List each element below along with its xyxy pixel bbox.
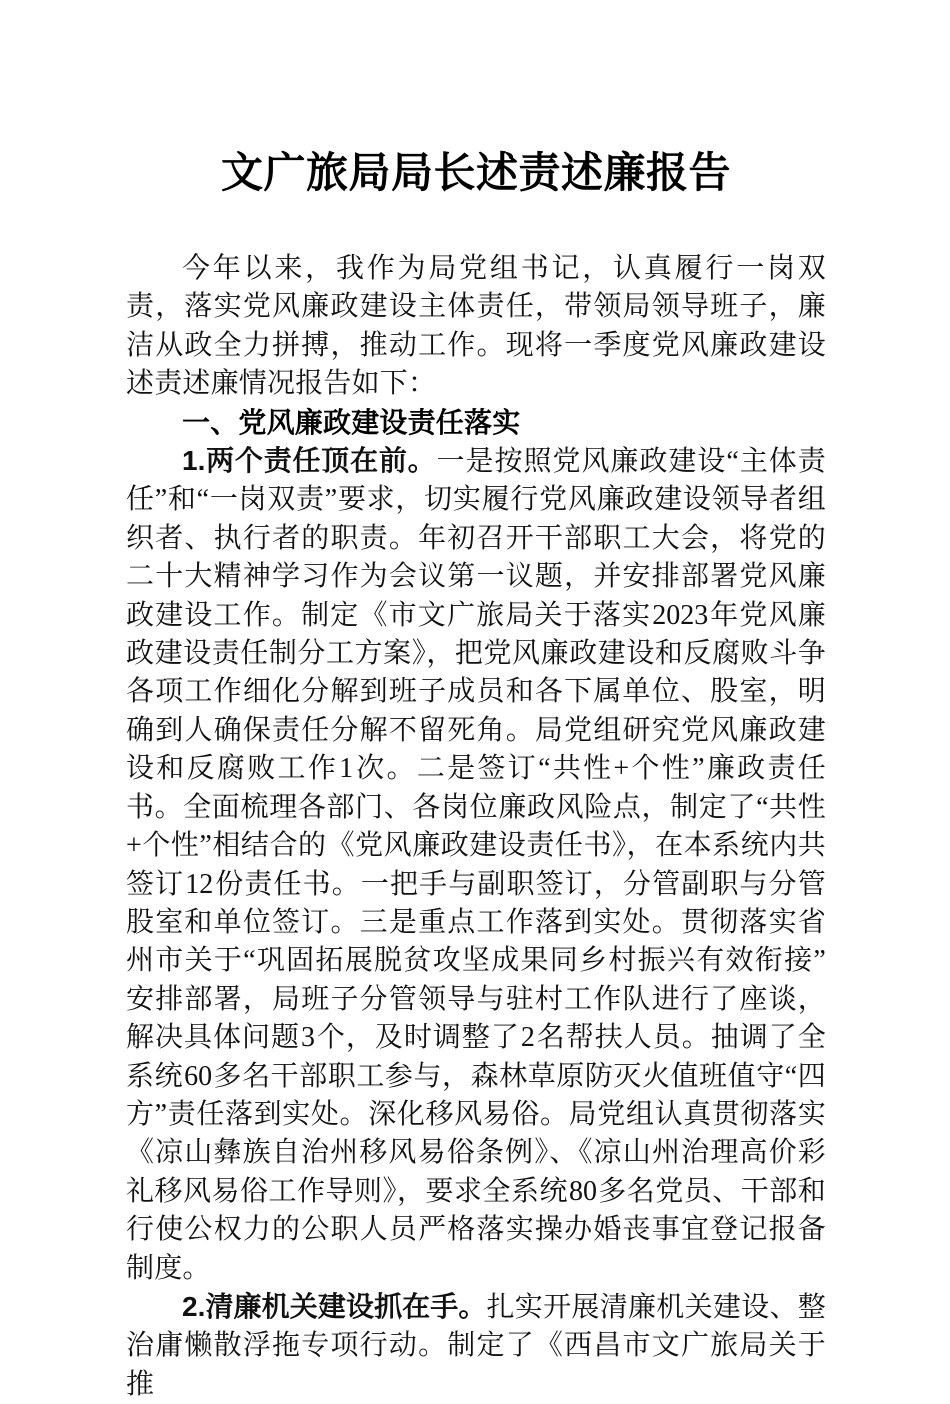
- item-1-body-d: 份责任书。一把手与副职签订，分管副职与分管股室和单位签订。三是重点工作落到实处。贯彻落实省州市关于“巩固拓展脱贫攻坚成果同乡村振兴有效衔接”安排部署，局班子分管领导与驻村工作队进行了座谈，解决具体问题: [126, 868, 826, 1054]
- document-body: [126, 250, 826, 1404]
- item-1-lead: 1.两个责任顶在前。: [182, 445, 437, 477]
- item-1-body-b: 年党风廉政建设责任制分工方案》，把党风廉政建设和反腐败斗争各项工作细化分解到班子成员和各下属单位、股室，明确到人确保责任分解不留死角。局党组研究党风廉政建设和反腐败工作: [126, 599, 826, 785]
- item-1-body-h: 多名党员、干部和行使公权力的公职人员严格落实操办婚丧事宜登记报备制度。: [126, 1175, 826, 1284]
- item-1-body-c: 次。二是签订“共性+个性”廉政责任书。全面梳理各部门、各岗位廉政风险点，制定了“共性+个性”相结合的《党风廉政建设责任书》，在本系统内共签订: [126, 753, 826, 900]
- item-1-count-1: 1: [339, 753, 354, 785]
- item-1-body-f: 名帮扶人员。抽调了全系统: [126, 1022, 826, 1092]
- item-1-year-2023: 2023: [652, 599, 709, 631]
- item-2-paragraph: [126, 1288, 826, 1404]
- intro-paragraph: 今年以来，我作为局党组书记，认真履行一岗双责，落实党风廉政建设主体责任，带领局领导班子，廉洁从政全力拼搏，推动工作。现将一季度党风廉政建设述责述廉情况报告如下：: [126, 253, 826, 400]
- item-1-count-12: 12: [185, 868, 214, 900]
- item-1-body-e: 个，及时调整了: [316, 1022, 520, 1054]
- page-title: 文广旅局局长述责述廉报告: [220, 151, 731, 197]
- section-heading-1: 一、党风廉政建设责任落实: [182, 406, 521, 438]
- item-2-body: 扎实开展清廉机关建设、整治庸懒散浮拖专项行动。制定了《西昌市文广旅局关于推: [126, 1291, 827, 1400]
- item-1-body-a: 一是按照党风廉政建设“主体责任”和“一岗双责”要求，切实履行党风廉政建设领导者组织者、执行者的职责。年初召开干部职工大会，将党的二十大精神学习作为会议第一议题，并安排部署党风廉政建设工作。制定《市文广旅局关于落实: [126, 446, 826, 631]
- item-1-count-3: 3: [301, 1022, 316, 1054]
- item-1-count-60: 60: [184, 1060, 213, 1092]
- item-2-lead: 2.清廉机关建设抓在手。: [182, 1290, 487, 1322]
- item-1-paragraph: [126, 442, 826, 1288]
- item-1-count-80: 80: [569, 1175, 597, 1207]
- item-1-count-2: 2: [520, 1022, 535, 1054]
- item-1-body-g: 多名干部职工参与，森林草原防灭火值班值守“四方”责任落到实处。深化移风易俗。局党组认真贯彻落实《凉山彝族自治州移风易俗条例》、《凉山州治理高价彩礼移风易俗工作导则》，要求全系统: [126, 1060, 826, 1207]
